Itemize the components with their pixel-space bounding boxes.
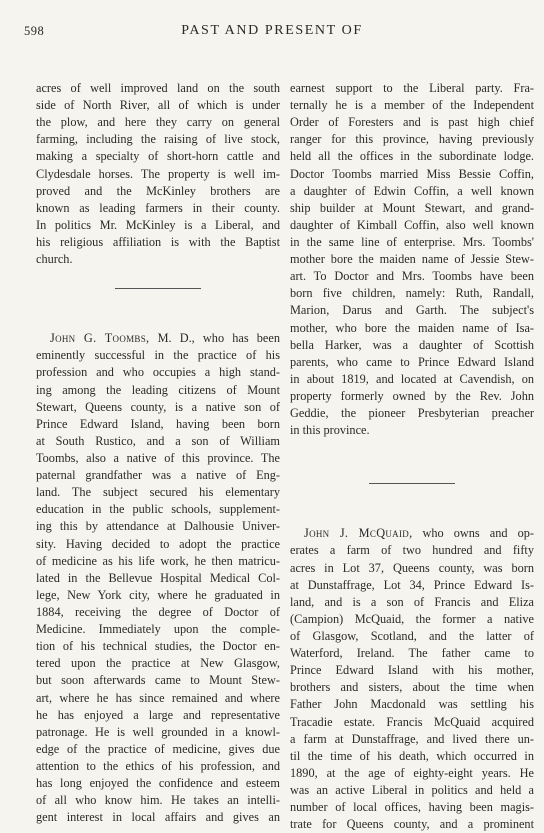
text-line: at South Rustico, and a son of William: [36, 433, 280, 448]
left-column: [36, 80, 280, 826]
text-line: education in the public schools, supplement-: [36, 502, 280, 517]
text-line: Waterford, Ireland. The father came to: [290, 646, 534, 661]
text-line: Toombs, also a native of this province. The: [36, 450, 280, 465]
text-line: Geddie, the pioneer Presbyterian preacher: [290, 406, 534, 421]
text-line: ternally he is a member of the Independent: [290, 98, 534, 113]
text-line: Medicine. Immediately upon the comple-: [36, 622, 280, 637]
section-divider: [290, 463, 534, 501]
spacer: [36, 306, 280, 330]
text-line: mother, who bore the maiden name of Isa-: [290, 320, 534, 335]
spacer: [290, 501, 534, 525]
text-line: the plow, and here they carry on general: [36, 115, 280, 130]
running-title: PAST AND PRESENT OF: [181, 23, 363, 38]
text-line: proved and the McKinley brothers are: [36, 183, 280, 198]
text-line: Prince Edward Island with his mother,: [290, 663, 534, 678]
text-line: acres in Lot 37, Queens county, was born: [290, 560, 534, 575]
text-line: trate for Queens county, and a prominent: [290, 817, 534, 832]
text-line: a farm at Dunstaffrage, and lived there un-: [290, 731, 534, 746]
text-line: ranger for this province, having previously: [290, 132, 534, 147]
text-line: [36, 330, 280, 347]
text-line: side of North River, all of which is under: [36, 98, 280, 113]
text-line: sity. Having decided to adopt the practice: [36, 536, 280, 551]
text-line: bella Harker, was a daughter of Scottish: [290, 337, 534, 352]
text-line: patronage. He is well grounded in a knowl-: [36, 724, 280, 739]
text-line: in the same line of enterprise. Mrs. Toombs': [290, 234, 534, 249]
text-line: gent interest in local affairs and gives an: [36, 810, 280, 825]
text-line: ship builder at Mount Stewart, and grand-: [290, 200, 534, 215]
text-line: 1884, receiving the degree of Doctor of: [36, 604, 280, 619]
text-line: Tracadie estate. Francis McQuaid acquired: [290, 714, 534, 729]
text-line: profession and who occupies a high stand-: [36, 365, 280, 380]
text-line: at Dunstaffrage, Lot 34, Prince Edward Is-: [290, 577, 534, 592]
text-line: land, and is a son of Francis and Eliza: [290, 594, 534, 609]
paragraph: [290, 80, 534, 439]
text-line: acres of well improved land on the south: [36, 81, 280, 95]
text-line: has long enjoyed the confidence and esteem: [36, 776, 280, 791]
text-line: ing this by attendance at Dalhousie Univer-: [36, 519, 280, 534]
text-line: but soon afterwards came to Mount Stew-: [36, 673, 280, 688]
text-line: 1890, at the age of eighty-eight years. He: [290, 765, 534, 780]
text-line: in this province.: [290, 423, 370, 438]
section-divider: [36, 268, 280, 306]
paragraph: [36, 80, 280, 268]
text-line: his religious affiliation is with the Baptist: [36, 234, 280, 249]
subject-name: John G. Toombs,: [50, 331, 150, 346]
text-line: known as leading farmers in their county.: [36, 200, 280, 215]
text-line: of Glasgow, Scotland, and the latter of: [290, 628, 534, 643]
text-line: Clydesdale horses. The property is well im-: [36, 166, 280, 181]
text-line: [290, 525, 534, 542]
text-line: Prince Edward Island, having been born: [36, 416, 280, 431]
text-line: in about 1819, and located at Cavendish, on: [290, 371, 534, 386]
text-line: mother bore the maiden name of Jessie Stew-: [290, 252, 534, 267]
text-line: In politics Mr. McKinley is a Liberal, and: [36, 217, 280, 232]
text-line: daughter of Kimball Coffin, also well known: [290, 217, 534, 232]
text-line: (Campion) McQuaid, the former a native: [290, 611, 534, 626]
text-line: parents, who came to Prince Edward Island: [290, 354, 534, 369]
text-line: art, where he has since remained and where: [36, 690, 280, 705]
spacer: [290, 439, 534, 463]
text-line: farming, including the raising of live stock,: [36, 132, 280, 147]
text-line: earnest support to the Liberal party. Fra-: [290, 81, 534, 95]
text-line: Order of Foresters and is past high chief: [290, 115, 534, 130]
paragraph: [36, 330, 280, 826]
text-line: was an active Liberal in politics and held a: [290, 782, 534, 797]
text-line: lated in the Bellevue Hospital Medical Col-: [36, 570, 280, 585]
line-text: who owns and op-: [412, 526, 534, 541]
text-line: Doctor Toombs married Miss Bessie Coffin,: [290, 166, 534, 181]
text-line: property formerly owned by the Rev. John: [290, 388, 534, 403]
text-line: lege, New York city, where he graduated in: [36, 587, 280, 602]
text-line: art. To Doctor and Mrs. Toombs have been: [290, 269, 534, 284]
text-line: held all the offices in the subordinate lodge.: [290, 149, 534, 164]
text-line: of medicine as his life work, he then matricu-: [36, 553, 280, 568]
text-line: brothers and sisters, about the time when: [290, 680, 534, 695]
text-line: Marion, Darus and Garth. The subject's: [290, 303, 534, 318]
text-line: land. The subject secured his elementary: [36, 485, 280, 500]
subject-name: John J. McQuaid,: [304, 526, 413, 541]
right-column: [290, 80, 534, 833]
text-line: church.: [36, 252, 73, 267]
text-line: he has enjoyed a large and representative: [36, 707, 280, 722]
text-line: Stewart, Queens county, is a native son of: [36, 399, 280, 414]
text-line: a daughter of Edwin Coffin, a well known: [290, 183, 534, 198]
text-line: attention to the ethics of his profession, and: [36, 758, 280, 773]
paragraph: [290, 525, 534, 833]
text-line: making a specialty of short-horn cattle and: [36, 149, 280, 164]
text-line: erates a farm of two hundred and fifty: [290, 543, 534, 558]
text-line: edge of the practice of medicine, gives due: [36, 741, 280, 756]
text-line: ing among the leading citizens of Mount: [36, 382, 280, 397]
text-line: of all who know him. He takes an intelli-: [36, 793, 280, 808]
page-number: 598: [24, 24, 45, 38]
text-line: paternal grandfather was a native of Eng-: [36, 468, 280, 483]
text-line: born five children, namely: Ruth, Randall,: [290, 286, 534, 301]
text-line: Father John Macdonald was settling his: [290, 697, 534, 712]
text-line: eminently successful in the practice of his: [36, 348, 280, 363]
text-line: tion of his technical studies, the Doctor en-: [36, 639, 280, 654]
text-line: til the time of his death, which occurred in: [290, 748, 534, 763]
text-line: tered upon the practice at New Glasgow,: [36, 656, 280, 671]
text-line: number of local offices, having been magis-: [290, 800, 534, 815]
line-text: M. D., who has been: [149, 331, 280, 346]
